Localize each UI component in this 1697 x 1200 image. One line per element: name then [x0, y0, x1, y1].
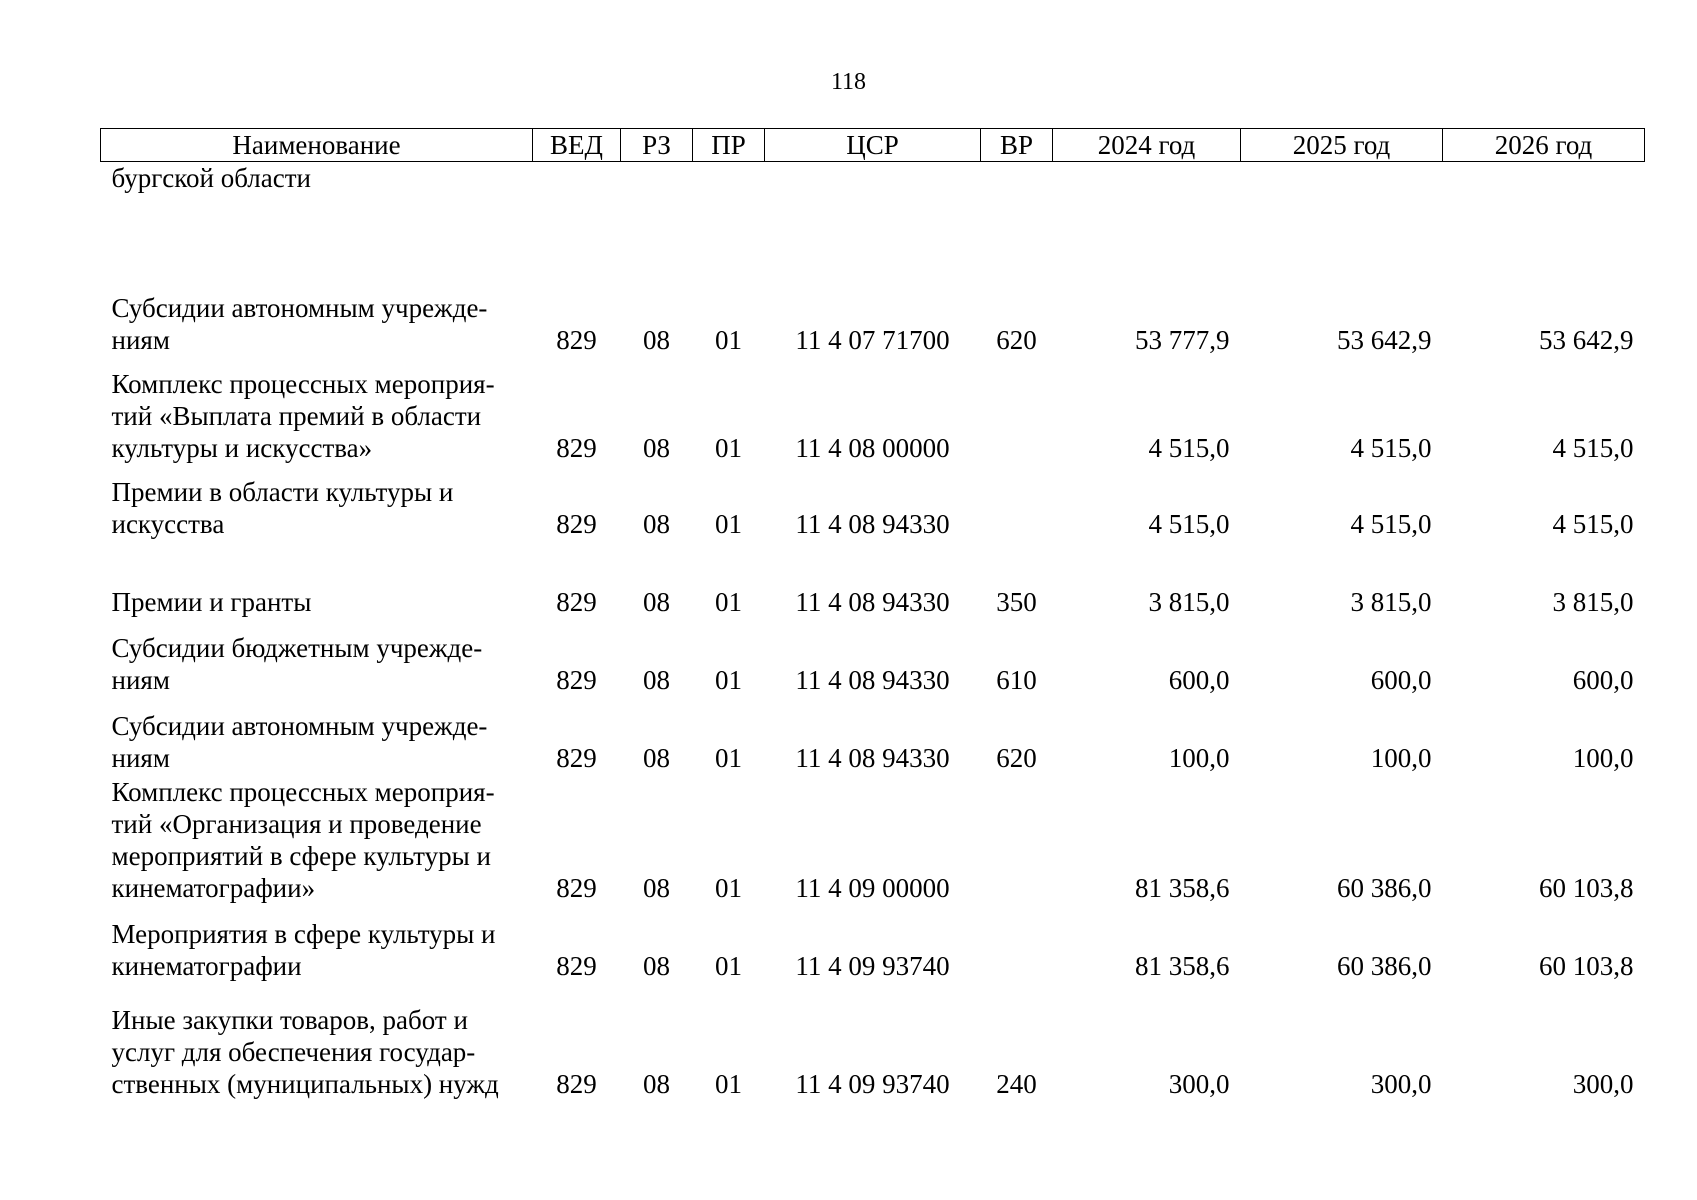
row-vr: 240 [996, 1068, 1037, 1099]
row-2026: 53 642,9 [1539, 324, 1634, 355]
row-ved: 829 [556, 508, 597, 539]
row-csr: 11 4 09 93740 [795, 1068, 950, 1099]
row-ved: 829 [556, 872, 597, 903]
row-vr: 620 [996, 742, 1037, 773]
row-2026: 60 103,8 [1539, 872, 1634, 903]
table-row [101, 464, 1645, 540]
row-2026: 300,0 [1572, 1068, 1634, 1099]
row-rz: 08 [643, 432, 670, 463]
row-2024: 4 515,0 [1148, 432, 1230, 463]
row-ved: 829 [556, 324, 597, 355]
budget-table [100, 128, 1645, 1100]
row-2024: 81 358,6 [1135, 950, 1230, 981]
row-rz: 08 [643, 872, 670, 903]
row-ved: 829 [556, 586, 597, 617]
row-name: Иные закупки товаров, работ и услуг для обеспечения государ- ственных (муниципальных) нужд [111, 1004, 499, 1099]
row-2024: 53 777,9 [1135, 324, 1230, 355]
row-pr: 01 [715, 1068, 742, 1099]
row-2025: 53 642,9 [1337, 324, 1432, 355]
row-2024: 4 515,0 [1148, 508, 1230, 539]
row-vr [981, 774, 1053, 904]
row-rz: 08 [643, 664, 670, 695]
row-rz: 08 [643, 508, 670, 539]
row-vr [981, 904, 1053, 982]
continuation-text: бургской области [111, 163, 311, 193]
row-csr: 11 4 08 00000 [795, 432, 950, 463]
row-pr: 01 [715, 664, 742, 695]
row-2026: 3 815,0 [1552, 586, 1634, 617]
row-2025: 4 515,0 [1350, 508, 1432, 539]
row-ved: 829 [556, 950, 597, 981]
row-2026: 600,0 [1572, 664, 1634, 695]
row-rz: 08 [643, 324, 670, 355]
row-2026: 100,0 [1572, 742, 1634, 773]
row-pr: 01 [715, 586, 742, 617]
row-2025: 4 515,0 [1350, 432, 1432, 463]
row-csr: 11 4 08 94330 [795, 742, 950, 773]
row-name: Комплекс процессных мероприя- тий «Выплата премий в области культуры и искусства» [111, 368, 495, 463]
row-name: Премии и гранты [111, 586, 312, 617]
table-row [101, 696, 1645, 774]
header-name: Наименование [101, 129, 533, 162]
row-vr [981, 356, 1053, 464]
header-vr: ВР [981, 129, 1053, 162]
row-2026: 60 103,8 [1539, 950, 1634, 981]
row-csr: 11 4 08 94330 [795, 664, 950, 695]
row-csr: 11 4 09 93740 [795, 950, 950, 981]
row-2025: 3 815,0 [1350, 586, 1432, 617]
row-name: Комплекс процессных мероприя- тий «Организация и проведение мероприятий в сфере культуры и кинематографии» [111, 776, 495, 903]
header-2026: 2026 год [1443, 129, 1645, 162]
row-pr: 01 [715, 324, 742, 355]
row-2026: 4 515,0 [1552, 432, 1634, 463]
table-row [101, 292, 1645, 356]
row-vr [981, 464, 1053, 540]
row-name: Субсидии бюджетным учрежде- ниям [111, 632, 483, 695]
page-number: 118 [830, 69, 867, 95]
row-2025: 100,0 [1370, 742, 1432, 773]
header-csr: ЦСР [765, 129, 981, 162]
row-rz: 08 [643, 742, 670, 773]
row-2024: 81 358,6 [1135, 872, 1230, 903]
row-ved: 829 [556, 1068, 597, 1099]
row-ved: 829 [556, 742, 597, 773]
row-2024: 100,0 [1168, 742, 1230, 773]
row-2025: 600,0 [1370, 664, 1432, 695]
row-vr: 620 [996, 324, 1037, 355]
header-2024: 2024 год [1053, 129, 1241, 162]
row-vr: 610 [996, 664, 1037, 695]
table-header-row [101, 129, 1645, 162]
row-2024: 3 815,0 [1148, 586, 1230, 617]
row-ved: 829 [556, 432, 597, 463]
table-row [101, 904, 1645, 982]
row-rz: 08 [643, 1068, 670, 1099]
table-row [101, 356, 1645, 464]
table-row [101, 618, 1645, 696]
row-csr: 11 4 08 94330 [795, 586, 950, 617]
row-pr: 01 [715, 872, 742, 903]
row-name: Мероприятия в сфере культуры и кинематографии [111, 918, 496, 981]
row-rz: 08 [643, 586, 670, 617]
table-row [101, 982, 1645, 1100]
table-row [101, 540, 1645, 618]
row-2026: 4 515,0 [1552, 508, 1634, 539]
row-name: Премии в области культуры и искусства [111, 476, 454, 539]
header-2025: 2025 год [1241, 129, 1443, 162]
row-rz: 08 [643, 950, 670, 981]
row-2025: 300,0 [1370, 1068, 1432, 1099]
row-pr: 01 [715, 742, 742, 773]
row-csr: 11 4 08 94330 [795, 508, 950, 539]
row-vr: 350 [996, 586, 1037, 617]
header-ved: ВЕД [533, 129, 621, 162]
row-2025: 60 386,0 [1337, 950, 1432, 981]
row-2024: 300,0 [1168, 1068, 1230, 1099]
row-csr: 11 4 07 71700 [795, 324, 950, 355]
row-name: Субсидии автономным учрежде- ниям [111, 292, 488, 355]
header-rz: РЗ [621, 129, 693, 162]
header-pr: ПР [693, 129, 765, 162]
table-row-continuation [101, 162, 1645, 292]
row-name: Субсидии автономным учрежде- ниям [111, 710, 488, 773]
row-csr: 11 4 09 00000 [795, 872, 950, 903]
row-ved: 829 [556, 664, 597, 695]
row-pr: 01 [715, 508, 742, 539]
row-pr: 01 [715, 950, 742, 981]
row-2025: 60 386,0 [1337, 872, 1432, 903]
row-2024: 600,0 [1168, 664, 1230, 695]
row-pr: 01 [715, 432, 742, 463]
table-row [101, 774, 1645, 904]
